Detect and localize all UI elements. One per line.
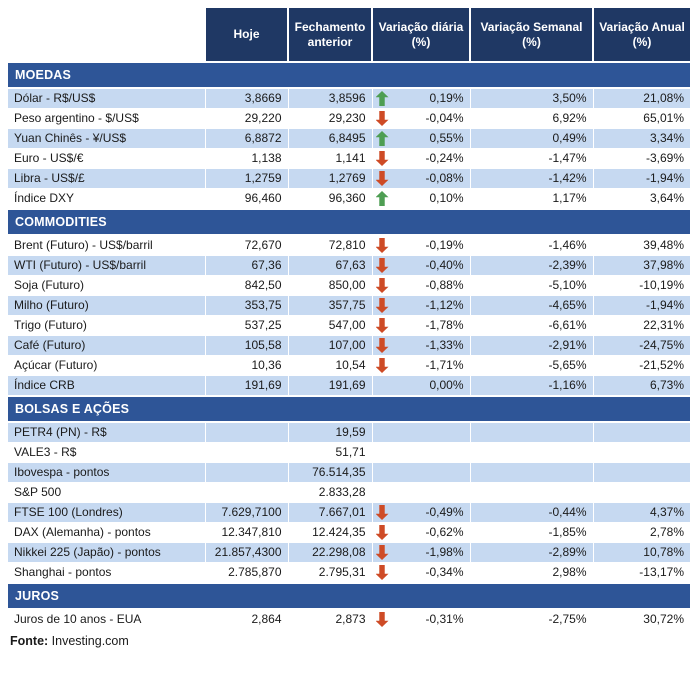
variacao-semanal-cell: -6,61% xyxy=(470,316,593,336)
variacao-anual-cell: 10,78% xyxy=(593,543,690,563)
variacao-diaria-cell xyxy=(372,149,470,169)
variacao-anual-cell: -1,94% xyxy=(593,296,690,316)
col-header-hoje: Hoje xyxy=(205,8,288,62)
variacao-anual-cell: 37,98% xyxy=(593,256,690,276)
variacao-diaria-value: -0,40% xyxy=(425,258,464,272)
variacao-diaria-value: -0,31% xyxy=(425,612,464,626)
table-row xyxy=(8,443,690,463)
row-label: Shanghai - pontos xyxy=(8,563,205,584)
down-arrow-icon xyxy=(376,298,389,313)
variacao-diaria-cell xyxy=(372,276,470,296)
fechamento-anterior-cell: 3,8596 xyxy=(288,88,372,109)
variacao-diaria-value: -0,88% xyxy=(425,278,464,292)
variacao-anual-cell: -1,94% xyxy=(593,169,690,189)
variacao-diaria-cell xyxy=(372,483,470,503)
table-row xyxy=(8,235,690,256)
fechamento-anterior-cell: 357,75 xyxy=(288,296,372,316)
variacao-diaria-cell xyxy=(372,169,470,189)
hoje-cell: 842,50 xyxy=(205,276,288,296)
variacao-diaria-cell xyxy=(372,256,470,276)
hoje-cell: 537,25 xyxy=(205,316,288,336)
variacao-anual-cell: 3,64% xyxy=(593,189,690,210)
fechamento-anterior-cell: 1,141 xyxy=(288,149,372,169)
hoje-cell: 29,220 xyxy=(205,109,288,129)
down-arrow-icon xyxy=(376,278,389,293)
variacao-semanal-cell: 1,17% xyxy=(470,189,593,210)
down-arrow-icon xyxy=(376,258,389,273)
variacao-semanal-cell: 2,98% xyxy=(470,563,593,584)
variacao-diaria-value: -0,19% xyxy=(425,238,464,252)
hoje-cell xyxy=(205,422,288,443)
fechamento-anterior-cell: 2.795,31 xyxy=(288,563,372,584)
section-row-bolsas-e-acoes xyxy=(8,396,690,422)
variacao-anual-cell: 39,48% xyxy=(593,235,690,256)
variacao-anual-cell: -3,69% xyxy=(593,149,690,169)
fechamento-anterior-cell: 6,8495 xyxy=(288,129,372,149)
table-row xyxy=(8,609,690,630)
variacao-semanal-cell: -1,16% xyxy=(470,376,593,397)
row-label: VALE3 - R$ xyxy=(8,443,205,463)
variacao-anual-cell: -13,17% xyxy=(593,563,690,584)
table-row xyxy=(8,149,690,169)
col-header-variacao-semanal: Variação Semanal (%) xyxy=(470,8,593,62)
variacao-semanal-cell xyxy=(470,483,593,503)
variacao-anual-cell: 21,08% xyxy=(593,88,690,109)
row-label: Ibovespa - pontos xyxy=(8,463,205,483)
variacao-diaria-value: 0,55% xyxy=(429,131,464,145)
variacao-semanal-cell: -1,47% xyxy=(470,149,593,169)
hoje-cell xyxy=(205,463,288,483)
table-row xyxy=(8,276,690,296)
variacao-diaria-cell xyxy=(372,376,470,397)
down-arrow-icon xyxy=(376,358,389,373)
hoje-cell: 67,36 xyxy=(205,256,288,276)
table-row xyxy=(8,296,690,316)
down-arrow-icon xyxy=(376,238,389,253)
table-row xyxy=(8,543,690,563)
row-label: Juros de 10 anos - EUA xyxy=(8,609,205,630)
down-arrow-icon xyxy=(376,612,389,627)
section-row-commodities xyxy=(8,209,690,235)
hoje-cell: 2,864 xyxy=(205,609,288,630)
variacao-diaria-cell xyxy=(372,523,470,543)
variacao-semanal-cell: 6,92% xyxy=(470,109,593,129)
variacao-diaria-value: -1,12% xyxy=(425,298,464,312)
fechamento-anterior-cell: 29,230 xyxy=(288,109,372,129)
variacao-semanal-cell: -2,89% xyxy=(470,543,593,563)
down-arrow-icon xyxy=(376,151,389,166)
table-row xyxy=(8,503,690,523)
variacao-semanal-cell: -5,65% xyxy=(470,356,593,376)
variacao-diaria-cell xyxy=(372,503,470,523)
corner-cell xyxy=(8,8,205,62)
fechamento-anterior-cell: 850,00 xyxy=(288,276,372,296)
variacao-anual-cell: -21,52% xyxy=(593,356,690,376)
hoje-cell: 1,2759 xyxy=(205,169,288,189)
table-row xyxy=(8,483,690,503)
table-row xyxy=(8,376,690,397)
hoje-cell: 2.785,870 xyxy=(205,563,288,584)
up-arrow-icon xyxy=(376,191,389,206)
hoje-cell: 12.347,810 xyxy=(205,523,288,543)
source-note xyxy=(8,634,690,648)
variacao-semanal-cell: -2,39% xyxy=(470,256,593,276)
variacao-diaria-cell xyxy=(372,563,470,584)
row-label: WTI (Futuro) - US$/barril xyxy=(8,256,205,276)
variacao-semanal-cell: -5,10% xyxy=(470,276,593,296)
variacao-semanal-cell: -1,42% xyxy=(470,169,593,189)
table-row xyxy=(8,189,690,210)
hoje-cell: 3,8669 xyxy=(205,88,288,109)
row-label: Euro - US$/€ xyxy=(8,149,205,169)
table-row xyxy=(8,563,690,584)
row-label: Nikkei 225 (Japão) - pontos xyxy=(8,543,205,563)
table-row xyxy=(8,109,690,129)
hoje-cell: 6,8872 xyxy=(205,129,288,149)
variacao-semanal-cell: 3,50% xyxy=(470,88,593,109)
variacao-diaria-value: 0,10% xyxy=(429,191,464,205)
variacao-anual-cell xyxy=(593,443,690,463)
row-label: S&P 500 xyxy=(8,483,205,503)
fechamento-anterior-cell: 72,810 xyxy=(288,235,372,256)
fechamento-anterior-cell: 191,69 xyxy=(288,376,372,397)
source-label: Fonte: xyxy=(10,634,49,648)
hoje-cell: 10,36 xyxy=(205,356,288,376)
table-row xyxy=(8,356,690,376)
variacao-diaria-cell xyxy=(372,296,470,316)
row-label: FTSE 100 (Londres) xyxy=(8,503,205,523)
variacao-diaria-value: -0,49% xyxy=(425,505,464,519)
fechamento-anterior-cell: 1,2769 xyxy=(288,169,372,189)
variacao-semanal-cell: -1,85% xyxy=(470,523,593,543)
variacao-diaria-cell xyxy=(372,109,470,129)
col-header-fechamento-anterior: Fechamento anterior xyxy=(288,8,372,62)
variacao-diaria-value: -0,34% xyxy=(425,565,464,579)
variacao-semanal-cell: -2,91% xyxy=(470,336,593,356)
variacao-anual-cell xyxy=(593,422,690,443)
fechamento-anterior-cell: 51,71 xyxy=(288,443,372,463)
table-row xyxy=(8,316,690,336)
variacao-anual-cell xyxy=(593,463,690,483)
fechamento-anterior-cell: 7.667,01 xyxy=(288,503,372,523)
fechamento-anterior-cell: 22.298,08 xyxy=(288,543,372,563)
fechamento-anterior-cell: 107,00 xyxy=(288,336,372,356)
variacao-diaria-cell xyxy=(372,443,470,463)
variacao-diaria-cell xyxy=(372,88,470,109)
table-row xyxy=(8,463,690,483)
fechamento-anterior-cell: 19,59 xyxy=(288,422,372,443)
fechamento-anterior-cell: 67,63 xyxy=(288,256,372,276)
row-label: Peso argentino - $/US$ xyxy=(8,109,205,129)
variacao-diaria-cell xyxy=(372,543,470,563)
section-header-commodities: COMMODITIES xyxy=(8,209,690,235)
row-label: Índice DXY xyxy=(8,189,205,210)
hoje-cell xyxy=(205,443,288,463)
variacao-semanal-cell xyxy=(470,422,593,443)
header-row xyxy=(8,8,690,62)
table-row xyxy=(8,336,690,356)
variacao-anual-cell: 22,31% xyxy=(593,316,690,336)
variacao-diaria-value: -1,78% xyxy=(425,318,464,332)
row-label: Milho (Futuro) xyxy=(8,296,205,316)
down-arrow-icon xyxy=(376,111,389,126)
variacao-anual-cell: 2,78% xyxy=(593,523,690,543)
row-label: PETR4 (PN) - R$ xyxy=(8,422,205,443)
table-header xyxy=(8,8,690,62)
variacao-anual-cell: -24,75% xyxy=(593,336,690,356)
down-arrow-icon xyxy=(376,545,389,560)
variacao-diaria-cell xyxy=(372,189,470,210)
variacao-semanal-cell: -2,75% xyxy=(470,609,593,630)
down-arrow-icon xyxy=(376,525,389,540)
fechamento-anterior-cell: 2,873 xyxy=(288,609,372,630)
variacao-diaria-cell xyxy=(372,356,470,376)
variacao-diaria-cell xyxy=(372,463,470,483)
row-label: Dólar - R$/US$ xyxy=(8,88,205,109)
table-row xyxy=(8,88,690,109)
section-row-juros xyxy=(8,583,690,609)
row-label: Índice CRB xyxy=(8,376,205,397)
fechamento-anterior-cell: 2.833,28 xyxy=(288,483,372,503)
table-row xyxy=(8,256,690,276)
fechamento-anterior-cell: 96,360 xyxy=(288,189,372,210)
table-row xyxy=(8,523,690,543)
hoje-cell: 105,58 xyxy=(205,336,288,356)
variacao-semanal-cell xyxy=(470,463,593,483)
variacao-diaria-cell xyxy=(372,422,470,443)
row-label: DAX (Alemanha) - pontos xyxy=(8,523,205,543)
variacao-diaria-value: -0,62% xyxy=(425,525,464,539)
fechamento-anterior-cell: 10,54 xyxy=(288,356,372,376)
variacao-semanal-cell: -0,44% xyxy=(470,503,593,523)
variacao-diaria-cell xyxy=(372,336,470,356)
table-body xyxy=(8,62,690,630)
down-arrow-icon xyxy=(376,338,389,353)
section-row-moedas xyxy=(8,62,690,88)
variacao-anual-cell: 4,37% xyxy=(593,503,690,523)
fechamento-anterior-cell: 76.514,35 xyxy=(288,463,372,483)
hoje-cell: 191,69 xyxy=(205,376,288,397)
up-arrow-icon xyxy=(376,131,389,146)
section-header-moedas: MOEDAS xyxy=(8,62,690,88)
variacao-diaria-cell xyxy=(372,609,470,630)
hoje-cell: 7.629,7100 xyxy=(205,503,288,523)
down-arrow-icon xyxy=(376,171,389,186)
row-label: Libra - US$/£ xyxy=(8,169,205,189)
variacao-diaria-cell xyxy=(372,235,470,256)
market-table xyxy=(8,8,690,630)
table-row xyxy=(8,129,690,149)
up-arrow-icon xyxy=(376,91,389,106)
variacao-semanal-cell: 0,49% xyxy=(470,129,593,149)
variacao-diaria-value: -1,33% xyxy=(425,338,464,352)
table-row xyxy=(8,169,690,189)
row-label: Brent (Futuro) - US$/barril xyxy=(8,235,205,256)
fechamento-anterior-cell: 547,00 xyxy=(288,316,372,336)
variacao-anual-cell: 3,34% xyxy=(593,129,690,149)
variacao-diaria-value: -0,08% xyxy=(425,171,464,185)
hoje-cell xyxy=(205,483,288,503)
section-header-juros: JUROS xyxy=(8,583,690,609)
hoje-cell: 96,460 xyxy=(205,189,288,210)
row-label: Açúcar (Futuro) xyxy=(8,356,205,376)
source-value: Investing.com xyxy=(51,634,129,648)
section-header-bolsas-e-acoes: BOLSAS E AÇÕES xyxy=(8,396,690,422)
variacao-semanal-cell: -4,65% xyxy=(470,296,593,316)
row-label: Yuan Chinês - ¥/US$ xyxy=(8,129,205,149)
col-header-variacao-anual: Variação Anual (%) xyxy=(593,8,690,62)
variacao-diaria-cell xyxy=(372,129,470,149)
row-label: Soja (Futuro) xyxy=(8,276,205,296)
hoje-cell: 21.857,4300 xyxy=(205,543,288,563)
variacao-anual-cell xyxy=(593,483,690,503)
fechamento-anterior-cell: 12.424,35 xyxy=(288,523,372,543)
down-arrow-icon xyxy=(376,565,389,580)
hoje-cell: 1,138 xyxy=(205,149,288,169)
table-row xyxy=(8,422,690,443)
variacao-diaria-value: -0,04% xyxy=(425,111,464,125)
row-label: Trigo (Futuro) xyxy=(8,316,205,336)
variacao-diaria-value: -0,24% xyxy=(425,151,464,165)
col-header-variacao-diaria: Variação diária (%) xyxy=(372,8,470,62)
down-arrow-icon xyxy=(376,318,389,333)
variacao-diaria-value: -1,71% xyxy=(425,358,464,372)
variacao-semanal-cell xyxy=(470,443,593,463)
variacao-anual-cell: 30,72% xyxy=(593,609,690,630)
variacao-anual-cell: 6,73% xyxy=(593,376,690,397)
variacao-diaria-value: -1,98% xyxy=(425,545,464,559)
variacao-anual-cell: -10,19% xyxy=(593,276,690,296)
variacao-diaria-cell xyxy=(372,316,470,336)
variacao-diaria-value: 0,00% xyxy=(429,378,464,392)
hoje-cell: 72,670 xyxy=(205,235,288,256)
variacao-semanal-cell: -1,46% xyxy=(470,235,593,256)
row-label: Café (Futuro) xyxy=(8,336,205,356)
variacao-diaria-value: 0,19% xyxy=(429,91,464,105)
variacao-anual-cell: 65,01% xyxy=(593,109,690,129)
hoje-cell: 353,75 xyxy=(205,296,288,316)
down-arrow-icon xyxy=(376,505,389,520)
